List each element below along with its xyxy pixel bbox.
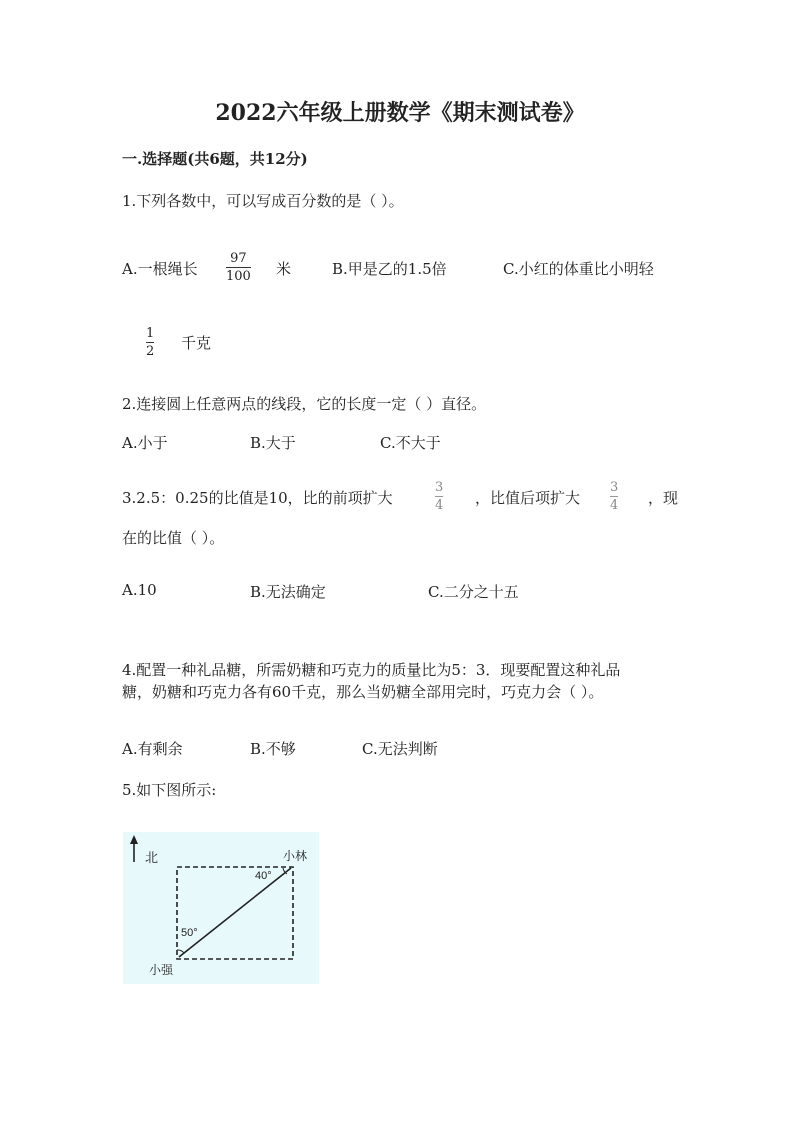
angle-label-top: 40° [255, 870, 272, 882]
angle-arc-bottom [177, 950, 184, 953]
fraction-bar [226, 267, 251, 268]
q2-option-b: B.大于 [250, 434, 296, 452]
fraction-numerator: 97 [230, 251, 247, 266]
q3-option-a: A.10 [122, 581, 157, 599]
q1-option-c-unit: 千克 [181, 334, 212, 352]
q4-option-c: C.无法判断 [362, 740, 438, 758]
question-3-stem-part1: 3.2.5：0.25的比值是10，比的前项扩大 [122, 489, 393, 507]
q1-option-c-fraction [146, 326, 154, 359]
question-1-stem: 1.下列各数中，可以写成百分数的是（ ）。 [122, 192, 404, 210]
fraction-numerator: 3 [610, 480, 619, 495]
question-4-stem-line2: 糖，奶糖和巧克力各有60千克，那么当奶糖全部用完时，巧克力会（ ）。 [122, 683, 604, 701]
question-5-stem: 5.如下图所示: [122, 781, 217, 799]
north-arrow-head [130, 835, 138, 844]
direction-diagram [123, 832, 319, 984]
fraction-bar [435, 496, 443, 497]
q2-option-a: A.小于 [122, 434, 168, 452]
q3-fraction-2 [610, 480, 618, 513]
fraction-bar [610, 496, 618, 497]
q3-option-c: C.二分之十五 [428, 583, 519, 601]
north-label: 北 [145, 850, 159, 865]
q1-option-c-label: C.小红的体重比小明轻 [503, 260, 654, 278]
q1-option-a-label: A.一根绳长 [122, 260, 198, 278]
angle-label-bottom: 50° [181, 927, 198, 939]
q4-option-a: A.有剩余 [122, 740, 183, 758]
point-label-bottom-left: 小强 [149, 963, 174, 977]
section-heading: 一.选择题(共6题，共12分) [122, 150, 308, 168]
fraction-denominator: 4 [610, 498, 619, 513]
fraction-numerator: 3 [435, 480, 444, 495]
fraction-denominator: 2 [146, 344, 155, 359]
q1-option-a-unit: 米 [276, 260, 292, 278]
q3-fraction-1 [435, 480, 443, 513]
point-label-top-right: 小林 [283, 849, 308, 863]
question-3-stem-part2: ，比值后项扩大 [475, 489, 581, 507]
question-3-stem-part3: ，现 [648, 489, 679, 507]
fraction-bar [146, 342, 154, 343]
q3-option-b: B.无法确定 [250, 583, 326, 601]
q2-option-c: C.不大于 [380, 434, 441, 452]
route-line [179, 868, 291, 957]
fraction-denominator: 4 [435, 498, 444, 513]
fraction-numerator: 1 [146, 326, 155, 341]
question-2-stem: 2.连接圆上任意两点的线段，它的长度一定（ ）直径。 [122, 395, 487, 413]
q1-option-b: B.甲是乙的1.5倍 [332, 260, 447, 278]
fraction-denominator: 100 [226, 269, 251, 284]
q1-option-a-fraction [226, 251, 251, 284]
question-3-stem-line2: 在的比值（ ）。 [122, 529, 225, 547]
page-title: 2022六年级上册数学《期末测试卷》 [215, 100, 585, 126]
question-4-stem-line1: 4.配置一种礼品糖，所需奶糖和巧克力的质量比为5：3．现要配置这种礼品 [122, 661, 621, 679]
q4-option-b: B.不够 [250, 740, 296, 758]
